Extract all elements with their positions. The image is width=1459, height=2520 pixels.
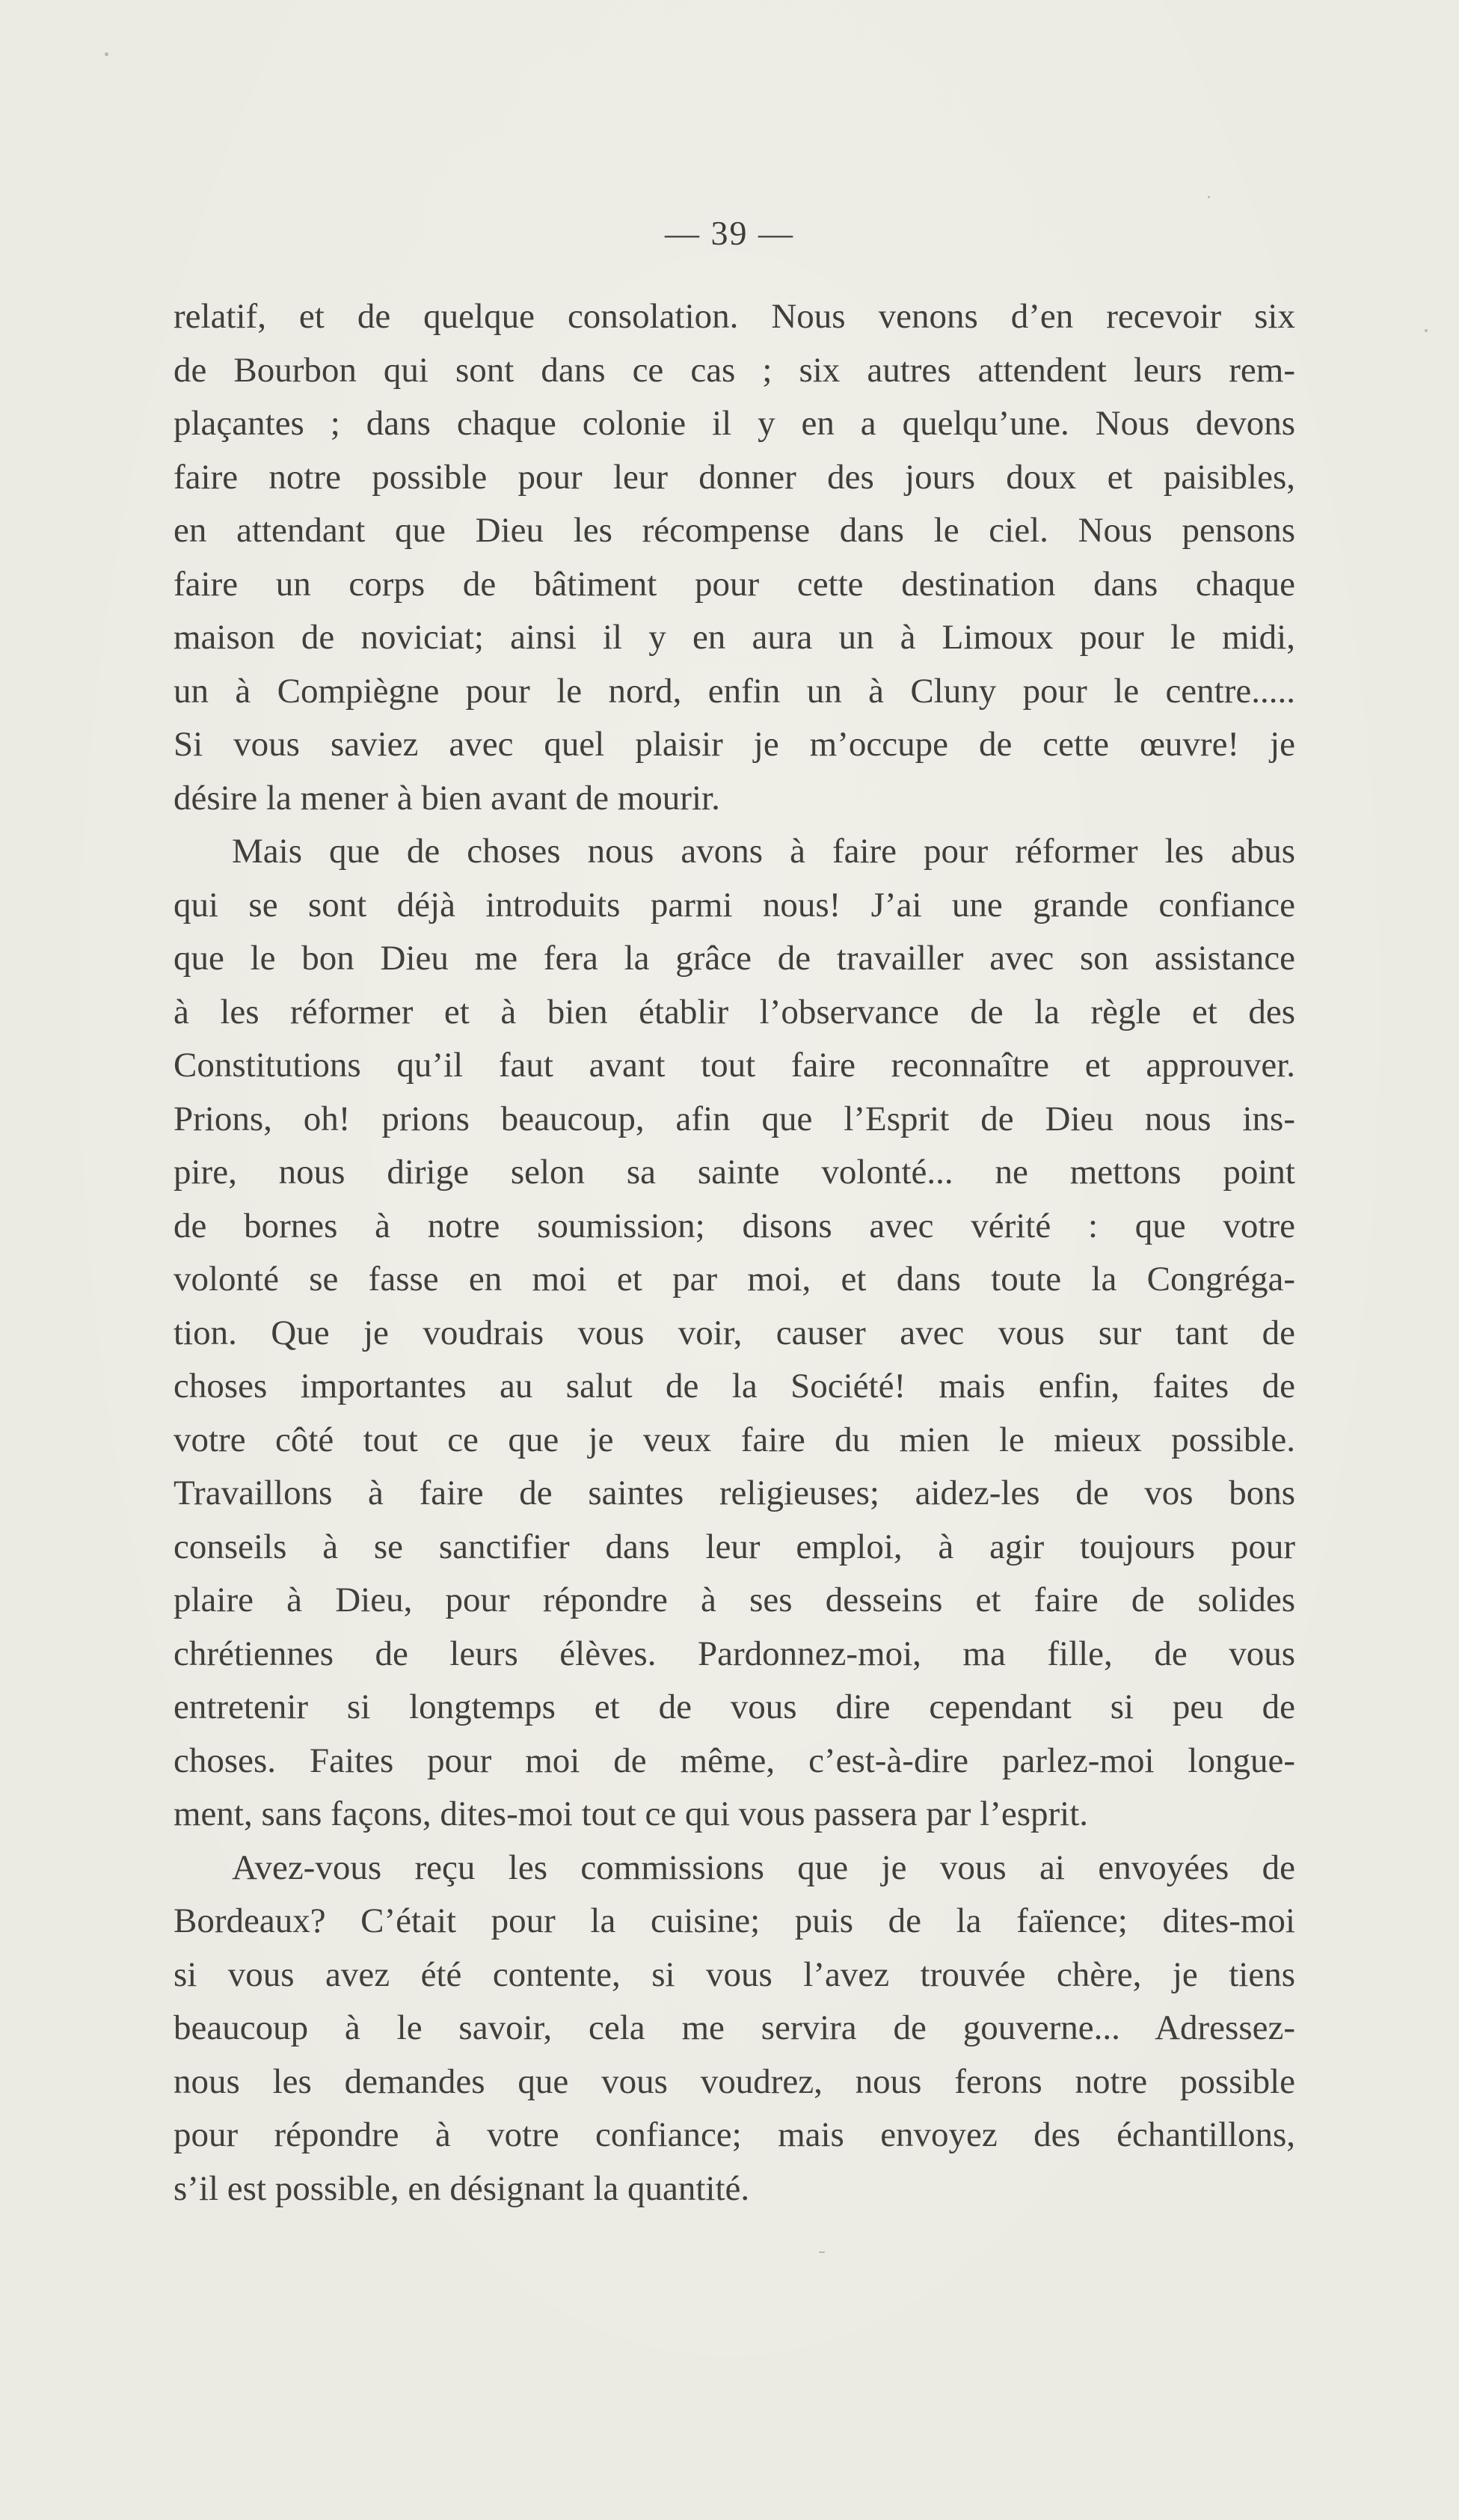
text-line: faire notre possible pour leur donner des jours doux et paisibles, — [173, 457, 1295, 497]
paper-speck — [1425, 329, 1428, 332]
text-line: qui se sont déjà introduits parmi nous! J’ai une grande confiance — [173, 885, 1295, 925]
text-line: volonté se fasse en moi et par moi, et dans toute la Congréga- — [173, 1260, 1295, 1299]
text-line: tion. Que je voudrais vous voir, causer avec vous sur tant de — [173, 1313, 1295, 1352]
page-number: — 39 — — [665, 214, 794, 252]
body-text — [173, 290, 1295, 2216]
text-line: chrétiennes de leurs élèves. Pardonnez-moi, ma fille, de vous — [173, 1634, 1295, 1673]
text-line: entretenir si longtemps et de vous dire cependant si peu de — [173, 1687, 1295, 1726]
text-line: Travaillons à faire de saintes religieuses; aidez-les de vos bons — [173, 1474, 1295, 1512]
text-line: pour répondre à votre confiance; mais envoyez des échantillons, — [173, 2115, 1295, 2154]
text-line: pire, nous dirige selon sa sainte volonté... ne mettons point — [173, 1153, 1295, 1192]
text-line: Avez-vous reçu les commissions que je vous ai envoyées de — [232, 1848, 1295, 1887]
paragraph-2 — [173, 825, 1295, 1842]
text-line: en attendant que Dieu les récompense dans le ciel. Nous pensons — [173, 511, 1295, 550]
text-line: de Bourbon qui sont dans ce cas ; six autres attendent leurs rem- — [173, 350, 1295, 390]
text-line: s’il est possible, en désignant la quantité. — [173, 2168, 750, 2208]
text-line: de bornes à notre soumission; disons avec vérité : que votre — [173, 1206, 1295, 1245]
text-line: choses importantes au salut de la Société! mais enfin, faites de — [173, 1367, 1295, 1405]
text-line: Bordeaux? C’était pour la cuisine; puis de la faïence; dites-moi — [173, 1901, 1295, 1940]
text-line: que le bon Dieu me fera la grâce de travailler avec son assistance — [173, 939, 1295, 978]
text-line: Prions, oh! prions beaucoup, afin que l’Esprit de Dieu nous ins- — [173, 1099, 1295, 1138]
paragraph-3 — [173, 1842, 1295, 2216]
text-line: conseils à se sanctifier dans leur emploi, à agir toujours pour — [173, 1527, 1295, 1566]
paragraph-1 — [173, 290, 1295, 825]
text-line: maison de noviciat; ainsi il y en aura un à Limoux pour le midi, — [173, 618, 1295, 657]
text-line: beaucoup à le savoir, cela me servira de gouverne... Adressez- — [173, 2008, 1295, 2047]
text-line: ment, sans façons, dites-moi tout ce qui vous passera par l’esprit. — [173, 1794, 1089, 1833]
text-line: si vous avez été contente, si vous l’avez trouvée chère, je tiens — [173, 1955, 1295, 1994]
text-line: Si vous saviez avec quel plaisir je m’occupe de cette œuvre! je — [173, 725, 1295, 764]
text-line: à les réformer et à bien établir l’observance de la règle et des — [173, 992, 1295, 1031]
text-line: Constitutions qu’il faut avant tout faire reconnaître et approuver. — [173, 1046, 1295, 1085]
text-line: votre côté tout ce que je veux faire du mien le mieux possible. — [173, 1420, 1295, 1459]
text-line: un à Compiègne pour le nord, enfin un à Cluny pour le centre..... — [173, 671, 1295, 711]
paper-speck — [819, 2251, 825, 2253]
text-line: choses. Faites pour moi de même, c’est-à-dire parlez-moi longue- — [173, 1741, 1295, 1780]
paper-speck — [105, 52, 108, 56]
text-line: relatif, et de quelque consolation. Nous venons d’en recevoir six — [173, 297, 1295, 336]
text-line: plaçantes ; dans chaque colonie il y en a quelqu’une. Nous devons — [173, 404, 1295, 443]
text-line: plaire à Dieu, pour répondre à ses desseins et faire de solides — [173, 1581, 1295, 1619]
text-line: Mais que de choses nous avons à faire pour réformer les abus — [232, 832, 1295, 871]
text-line: faire un corps de bâtiment pour cette destination dans chaque — [173, 564, 1295, 604]
paper-speck — [1208, 196, 1210, 198]
text-line: nous les demandes que vous voudrez, nous ferons notre possible — [173, 2061, 1295, 2101]
text-line: désire la mener à bien avant de mourir. — [173, 778, 720, 818]
